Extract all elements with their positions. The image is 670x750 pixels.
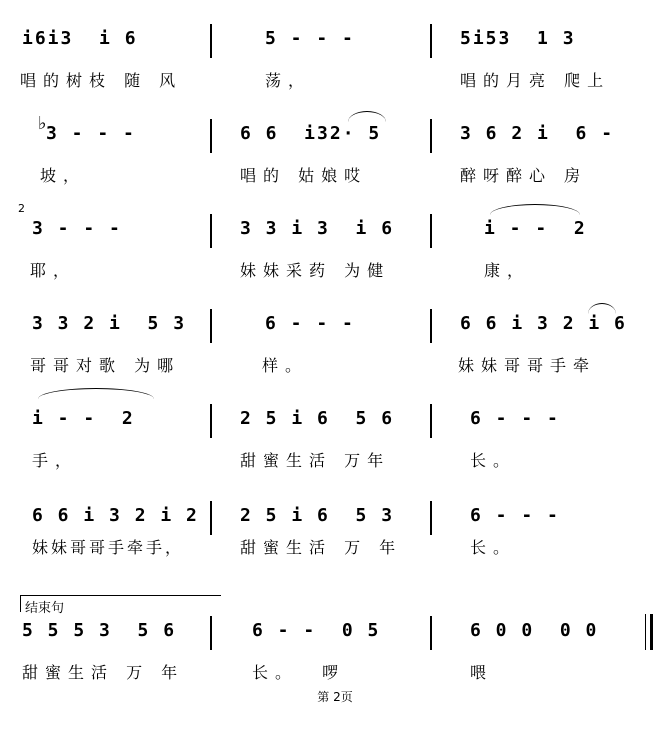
lyric-line <box>0 353 670 383</box>
measure-2: 2 5 i 6 5 6 <box>240 408 395 429</box>
slur <box>348 111 386 122</box>
lyric-1: 甜蜜生活 万 年 <box>22 663 185 682</box>
lyric-2: 妹妹采药 为健 <box>240 261 391 280</box>
lyric-2: 甜蜜生活 万年 <box>240 451 391 470</box>
measure-2: 6 - - 0 5 <box>252 620 381 641</box>
barline <box>210 24 212 58</box>
measure-3: i - - 2 <box>484 218 587 239</box>
barline <box>430 616 432 650</box>
measure-1: 3 3 2 i 5 3 <box>32 313 187 334</box>
measure-1: i6i3 i 6 <box>22 28 138 49</box>
lyric-1: 唱的树枝 随 风 <box>20 71 183 90</box>
lyric-1: 耶， <box>30 261 77 280</box>
measure-2: 6 - - - <box>265 313 355 334</box>
final-barline-thin <box>645 614 646 650</box>
measure-1: 5 5 5 3 5 6 <box>22 620 177 641</box>
lyric-3: 康， <box>484 261 531 280</box>
lyric-line <box>0 258 670 288</box>
slur <box>490 204 580 215</box>
measure-3: 3 6 2 i 6 - <box>460 123 615 144</box>
barline <box>430 309 432 343</box>
measure-1: i - - 2 <box>32 408 135 429</box>
lyric-2: 甜蜜生活 万 年 <box>240 538 403 557</box>
ending-label: 结束句 <box>25 601 65 616</box>
measure-2: 3 3 i 3 i 6 <box>240 218 395 239</box>
barline <box>430 404 432 438</box>
lyric-2: 样。 <box>262 356 309 375</box>
lyric-1: 手， <box>32 451 79 470</box>
grace-note: 2 <box>18 202 25 215</box>
barline <box>210 501 212 535</box>
measure-3: 6 6 i 3 2 i 6 <box>460 313 627 334</box>
lyric-3: 喂 <box>470 663 494 682</box>
barline <box>430 24 432 58</box>
flat-symbol: ♭ <box>38 113 47 134</box>
measure-2: 5 - - - <box>265 28 355 49</box>
lyric-line <box>0 660 670 690</box>
notes-line <box>0 202 670 248</box>
measure-3: 6 - - - <box>470 408 560 429</box>
measure-1: 3 - - - <box>46 123 136 144</box>
barline <box>210 119 212 153</box>
lyric-line <box>0 448 670 478</box>
notes-line <box>0 28 670 58</box>
barline <box>430 119 432 153</box>
notes-line <box>0 505 670 535</box>
lyric-line <box>0 68 670 98</box>
barline <box>210 214 212 248</box>
lyric-1: 妹妹哥哥手牵手， <box>32 538 185 557</box>
lyric-line <box>0 163 670 193</box>
lyric-2: 荡， <box>265 71 312 90</box>
lyric-line <box>0 535 670 565</box>
lyric-2: 唱的 姑娘哎 <box>240 166 368 185</box>
lyric-2: 长。 啰 <box>252 663 346 682</box>
lyric-3: 长。 <box>470 451 517 470</box>
barline <box>430 501 432 535</box>
lyric-3: 长。 <box>470 538 517 557</box>
measure-2: 2 5 i 6 5 3 <box>240 505 395 526</box>
lyric-3: 醉呀醉心 房 <box>460 166 588 185</box>
barline <box>210 404 212 438</box>
lyric-1: 坡， <box>40 166 87 185</box>
lyric-3: 唱的月亮 爬上 <box>460 71 611 90</box>
lyric-3: 妹妹哥哥手牵 <box>458 356 597 375</box>
page-number: 第 2页 <box>317 690 353 704</box>
barline <box>210 309 212 343</box>
measure-3: 5i53 1 3 <box>460 28 576 49</box>
measure-3: 6 0 0 0 0 <box>470 620 599 641</box>
measure-1: 6 6 i 3 2 i 2 <box>32 505 199 526</box>
measure-1: 3 - - - <box>32 218 122 239</box>
notes-line <box>0 620 670 650</box>
barline <box>210 616 212 650</box>
slur <box>38 388 154 399</box>
lyric-1: 哥哥对歌 为哪 <box>30 356 181 375</box>
barline <box>430 214 432 248</box>
notes-line <box>0 408 670 438</box>
measure-2: 6 6 i32· 5 <box>240 123 382 144</box>
measure-3: 6 - - - <box>470 505 560 526</box>
notes-line <box>0 113 670 153</box>
final-barline-thick <box>650 614 653 650</box>
notes-line <box>0 313 670 343</box>
